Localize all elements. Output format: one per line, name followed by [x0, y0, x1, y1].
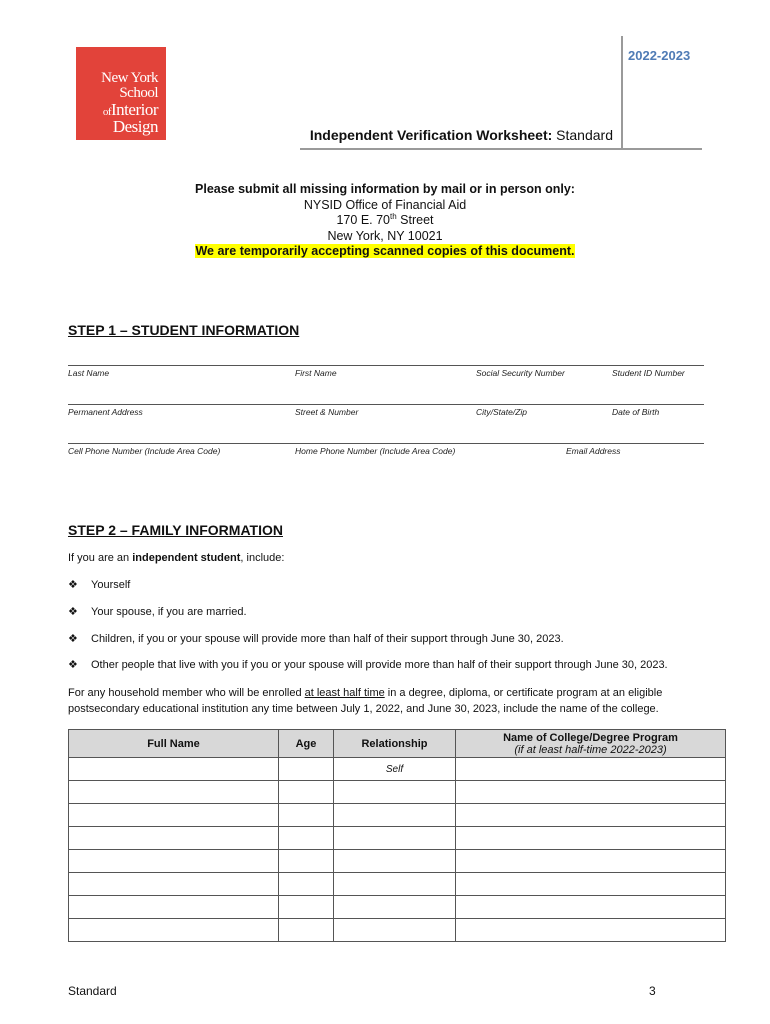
table-row: [69, 850, 726, 873]
header-vertical-rule: [621, 36, 623, 150]
age-cell[interactable]: [279, 758, 334, 781]
field-line-row3: [68, 443, 704, 444]
permanent-address-field[interactable]: Permanent Address: [68, 407, 143, 417]
col-full-name: Full Name: [69, 730, 279, 758]
relationship-cell[interactable]: [334, 781, 456, 804]
date-of-birth-field[interactable]: Date of Birth: [612, 407, 660, 417]
college-cell[interactable]: [456, 781, 726, 804]
full-name-cell[interactable]: [69, 850, 279, 873]
ssn-field[interactable]: Social Security Number: [476, 368, 565, 378]
full-name-cell[interactable]: [69, 827, 279, 850]
full-name-cell[interactable]: [69, 804, 279, 827]
table-row: [69, 781, 726, 804]
field-line-row1: [68, 365, 704, 366]
nysid-logo: [76, 47, 166, 140]
diamond-bullet-icon: ❖: [68, 633, 78, 645]
age-cell[interactable]: [279, 873, 334, 896]
logo-text-line1: New York: [101, 70, 158, 86]
step1-heading: STEP 1 – STUDENT INFORMATION: [68, 322, 300, 338]
college-cell[interactable]: [456, 873, 726, 896]
list-item: ❖ Yourself: [68, 579, 131, 591]
relationship-cell[interactable]: [334, 896, 456, 919]
age-cell[interactable]: [279, 896, 334, 919]
office-street: 170 E. 70th Street: [336, 211, 434, 227]
age-cell[interactable]: [279, 827, 334, 850]
college-cell[interactable]: [456, 896, 726, 919]
table-row: [69, 896, 726, 919]
field-line-row2: [68, 404, 704, 405]
age-cell[interactable]: [279, 804, 334, 827]
student-id-field[interactable]: Student ID Number: [612, 368, 685, 378]
college-cell[interactable]: [456, 850, 726, 873]
col-age: Age: [279, 730, 334, 758]
col-college: Name of College/Degree Program (if at least half-time 2022-2023): [456, 730, 726, 758]
page-number: 3: [649, 984, 656, 998]
diamond-bullet-icon: ❖: [68, 659, 78, 671]
relationship-cell[interactable]: [334, 919, 456, 942]
award-year: 2022-2023: [628, 48, 691, 63]
logo-text-line4: Design: [112, 117, 158, 136]
full-name-cell[interactable]: [69, 758, 279, 781]
relationship-cell[interactable]: [334, 873, 456, 896]
college-cell[interactable]: [456, 758, 726, 781]
step2-heading: STEP 2 – FAMILY INFORMATION: [68, 522, 283, 538]
submit-heading: Please submit all missing information by mail or in person only:: [195, 182, 575, 196]
logo-text-line3: ofInterior: [102, 100, 158, 119]
last-name-field[interactable]: Last Name: [68, 368, 110, 378]
table-row: [69, 873, 726, 896]
list-item: ❖ Other people that live with you if you or your spouse will provide more than half of their support through June 30, 2023.: [68, 659, 668, 671]
relationship-cell[interactable]: [334, 804, 456, 827]
relationship-cell[interactable]: [334, 850, 456, 873]
step2-intro: If you are an independent student, include:: [68, 552, 285, 564]
list-item: ❖ Your spouse, if you are married.: [68, 606, 247, 618]
age-cell[interactable]: [279, 919, 334, 942]
household-table: [68, 729, 726, 942]
table-header-row: [69, 730, 726, 758]
cell-phone-field[interactable]: Cell Phone Number (Include Area Code): [68, 446, 221, 456]
college-cell[interactable]: [456, 804, 726, 827]
scanned-copies-notice: We are temporarily accepting scanned copies of this document.: [195, 244, 575, 258]
college-cell[interactable]: [456, 919, 726, 942]
street-number-field[interactable]: Street & Number: [295, 407, 359, 417]
col-relationship: Relationship: [334, 730, 456, 758]
header-horizontal-rule: [300, 148, 702, 150]
table-row: [69, 919, 726, 942]
relationship-cell[interactable]: [334, 827, 456, 850]
first-name-field[interactable]: First Name: [295, 368, 337, 378]
enrollment-paragraph: For any household member who will be enrolled at least half time in a degree, diploma, or certificate program at an eligible postsecondary educational institution any time between July 1, 2022, and June 30, 2023, include the name of the college.: [68, 687, 663, 715]
full-name-cell[interactable]: [69, 919, 279, 942]
diamond-bullet-icon: ❖: [68, 579, 78, 591]
worksheet-title: Independent Verification Worksheet: Standard: [309, 127, 613, 143]
age-cell[interactable]: [279, 781, 334, 804]
age-cell[interactable]: [279, 850, 334, 873]
table-row: [69, 758, 726, 781]
city-state-zip-field[interactable]: City/State/Zip: [476, 407, 528, 417]
table-row: [69, 827, 726, 850]
home-phone-field[interactable]: Home Phone Number (Include Area Code): [295, 446, 456, 456]
diamond-bullet-icon: ❖: [68, 606, 78, 618]
office-name: NYSID Office of Financial Aid: [303, 197, 467, 212]
email-address-field[interactable]: Email Address: [566, 446, 621, 456]
table-row: [69, 804, 726, 827]
list-item: ❖ Children, if you or your spouse will provide more than half of their support through June 30, 2023.: [68, 633, 564, 645]
footer-form-name: Standard: [68, 984, 117, 998]
relationship-cell: Self: [334, 758, 456, 781]
college-cell[interactable]: [456, 827, 726, 850]
submission-instructions: [150, 182, 620, 260]
full-name-cell[interactable]: [69, 781, 279, 804]
full-name-cell[interactable]: [69, 873, 279, 896]
office-city: New York, NY 10021: [327, 228, 443, 243]
logo-text-line2: School: [119, 85, 158, 101]
full-name-cell[interactable]: [69, 896, 279, 919]
